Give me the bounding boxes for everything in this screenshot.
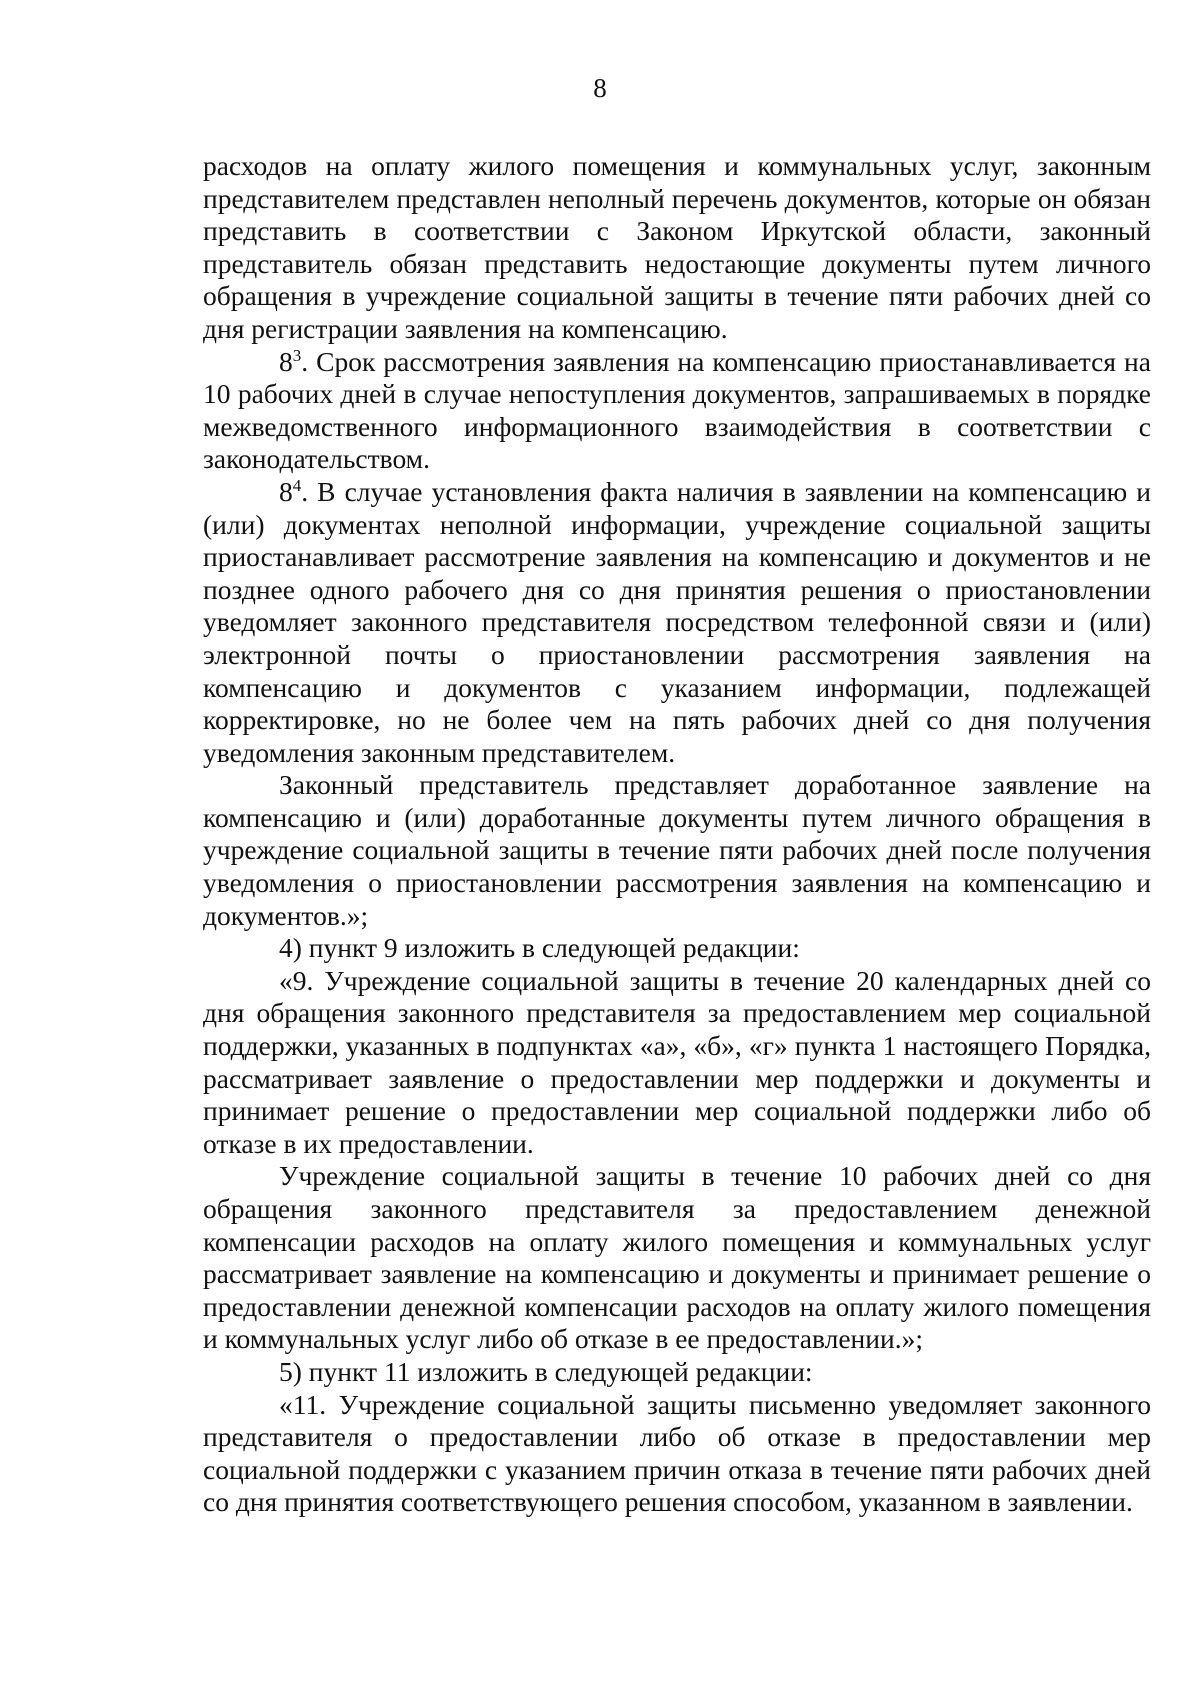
paragraph-text: 4) пункт 9 изложить в следующей редакции:: [279, 932, 800, 964]
paragraph: [203, 769, 1151, 932]
paragraph-text: Законный представитель представляет доработанное заявление на компенсацию и (или) доработанные документы путем личного обращения в учреждение социальной защиты в течение пяти рабочих дней после получения уведомления о приостановлении рассмотрения заявления на компенсацию и документов.»;: [203, 769, 1151, 931]
paragraph-amendment-5: [203, 1356, 1151, 1389]
paragraph-clause-8-4: [203, 476, 1151, 769]
page-number: 8: [593, 73, 607, 103]
paragraph-text: «9. Учреждение социальной защиты в течение 20 календарных дней со дня обращения законного представителя за предоставлением мер социальной поддержки, указанных в подпунктах «а», «б», «г» пункта 1 настоящего Порядка, рассматривает заявление о предоставлении мер поддержки и документы и принимает решение о предоставлении мер социальной поддержки либо об отказе в их предоставлении.: [203, 964, 1151, 1159]
clause-superscript: 4: [292, 475, 302, 495]
document-body: [203, 150, 1151, 1519]
clause-superscript: 3: [292, 345, 302, 365]
paragraph-text: «11. Учреждение социальной защиты письменно уведомляет законного представителя о предоставлении либо об отказе в предоставлении мер социальной поддержки с указанием причин отказа в течение пяти рабочих дней со дня принятия соответствующего решения способом, указанном в заявлении.: [203, 1388, 1151, 1518]
paragraph-amendment-4: [203, 932, 1151, 965]
paragraph-clause-9: [203, 965, 1151, 1161]
paragraph-text: 5) пункт 11 изложить в следующей редакции:: [279, 1355, 813, 1387]
paragraph: [203, 150, 1151, 346]
paragraph-clause-11: [203, 1389, 1151, 1519]
paragraph: [203, 1160, 1151, 1356]
clause-number: 8: [279, 475, 293, 507]
paragraph-text: Учреждение социальной защиты в течение 10 рабочих дней со дня обращения законного представителя за предоставлением денежной компенсации расходов на оплату жилого помещения и коммунальных услуг рассматривает заявление на компенсацию и документы и принимает решение о предоставлении денежной компенсации расходов на оплату жилого помещения и коммунальных услуг либо об отказе в ее предоставлении.»;: [203, 1160, 1151, 1355]
paragraph-text: . Срок рассмотрения заявления на компенсацию приостанавливается на 10 рабочих дней в случае непоступления документов, запрашиваемых в порядке межведомственного информационного взаимодействия в соответствии с законодательством.: [203, 345, 1151, 475]
paragraph-clause-8-3: [203, 346, 1151, 476]
paragraph-text: . В случае установления факта наличия в заявлении на компенсацию и (или) документах неполной информации, учреждение социальной защиты приостанавливает рассмотрение заявления на компенсацию и документов и не позднее одного рабочего дня со дня принятия решения о приостановлении уведомляет законного представителя посредством телефонной связи и (или) электронной почты о приостановлении рассмотрения заявления на компенсацию и документов с указанием информации, подлежащей корректировке, но не более чем на пять рабочих дней со дня получения уведомления законным представителем.: [203, 475, 1151, 768]
paragraph-text: расходов на оплату жилого помещения и коммунальных услуг, законным представителем представлен неполный перечень документов, которые он обязан представить в соответствии с Законом Иркутской области, законный представитель обязан представить недостающие документы путем личного обращения в учреждение социальной защиты в течение пяти рабочих дней со дня регистрации заявления на компенсацию.: [203, 150, 1151, 344]
clause-number: 8: [279, 345, 293, 377]
